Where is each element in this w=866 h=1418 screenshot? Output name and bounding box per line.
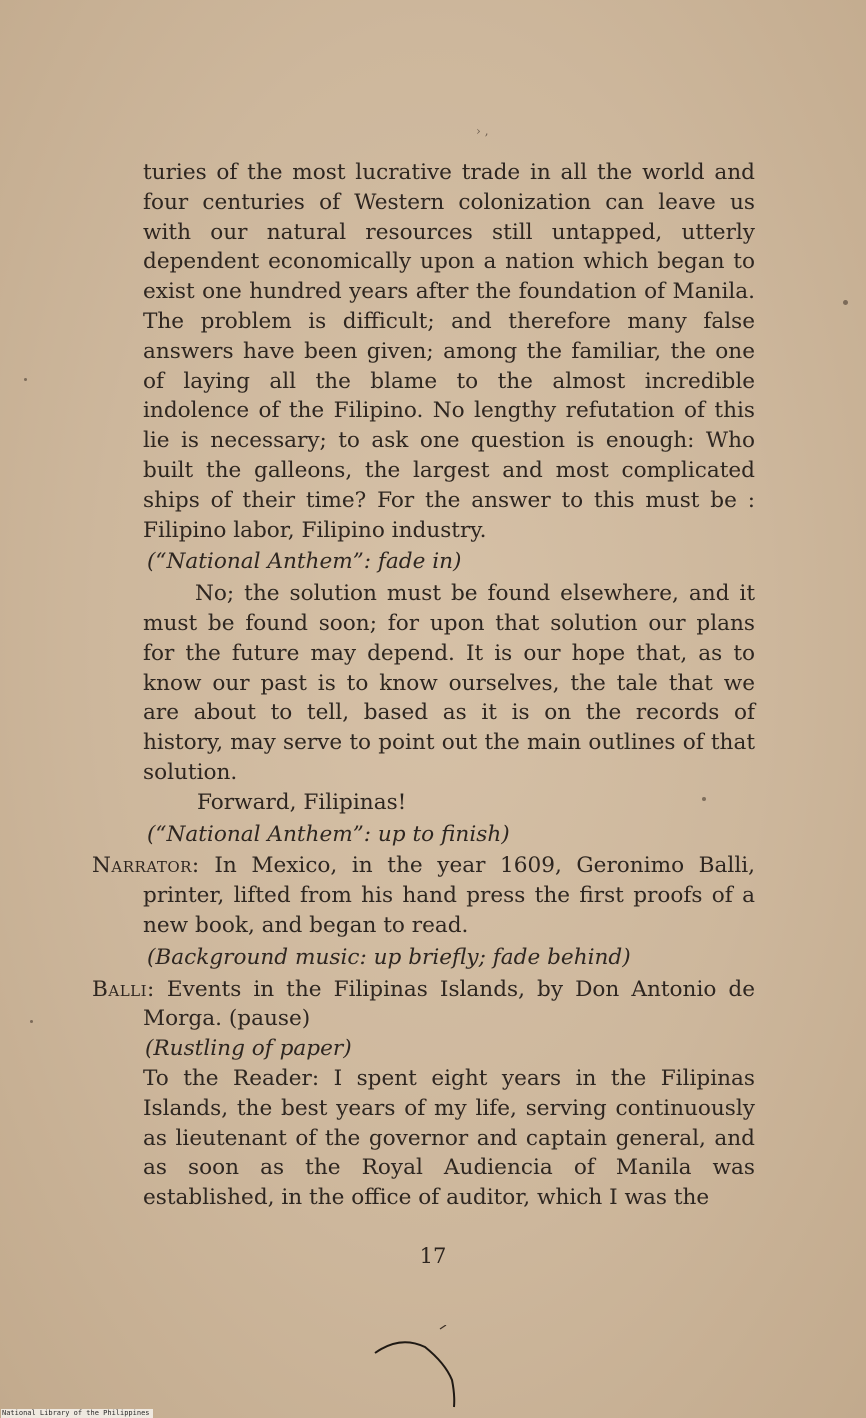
footer-credit: National Library of the Philippines	[1, 1409, 153, 1418]
paragraph-colonization: turies of the most lucrative trade in all the world and four centuries of Western colonization can leave us with our natural resources still untapped, utterly dependent economically upon a nation which began to exist one hundred years after the foundation of Manila. The problem is difficult; and therefore many false answers have been given; among the familiar, the one of laying all the blame to the almost incredible indolence of the Filipino. No lengthy refutation of this lie is necessary; to ask one question is enough: Who built the galleons, the largest and most complicated ships of their time? For the answer to this must be : Filipino labor, Filipino industry.	[143, 160, 755, 543]
stage-direction-rustling-paper: (Rustling of paper)	[145, 1036, 352, 1062]
header-marks: ͏› ‚	[476, 124, 489, 138]
page-number: 17	[419, 1244, 447, 1268]
ink-blemish	[24, 378, 27, 381]
exclamation-forward-filipinas: Forward, Filipinas!	[197, 789, 407, 815]
ink-blemish	[843, 300, 848, 305]
paragraph-to-the-reader: To the Reader: I spent eight years in the Filipinas Islands, the best years of my life, serving continuously as lieutenant of the governor and captain general, and as soon as the Royal Audiencia of Manila was established, in the office of auditor, which I was the	[143, 1065, 755, 1211]
stage-direction-background-music: (Background music: up briefly; fade behind)	[147, 944, 631, 970]
speaker-balli: Balli:	[92, 976, 155, 1002]
pencil-mark-icon	[370, 1325, 470, 1415]
balli-text: Events in the Filipinas Islands, by Don Antonio de Morga. (pause)	[143, 976, 755, 1032]
balli-speech	[92, 975, 755, 1035]
narrator-speech	[92, 851, 755, 940]
stage-direction-anthem-finish: (“National Anthem”: up to finish)	[147, 821, 510, 847]
paragraph-solution: No; the solution must be found elsewhere, and it must be found soon; for upon that solution our plans for the future may depend. It is our hope that, as to know our past is to know ourselves, the tale that we are about to tell, based as it is on the records of history, may serve to point out the main outlines of that solution.	[143, 581, 755, 785]
speaker-narrator: Narrator:	[92, 853, 200, 879]
stage-direction-anthem-fade-in: (“National Anthem”: fade in)	[147, 549, 462, 575]
ink-blemish	[702, 797, 706, 801]
narrator-text: In Mexico, in the year 1609, Geronimo Balli, printer, lifted from his hand press the first proofs of a new book, and began to read.	[143, 853, 755, 938]
body-text	[92, 158, 755, 1213]
ink-blemish	[30, 1020, 33, 1023]
